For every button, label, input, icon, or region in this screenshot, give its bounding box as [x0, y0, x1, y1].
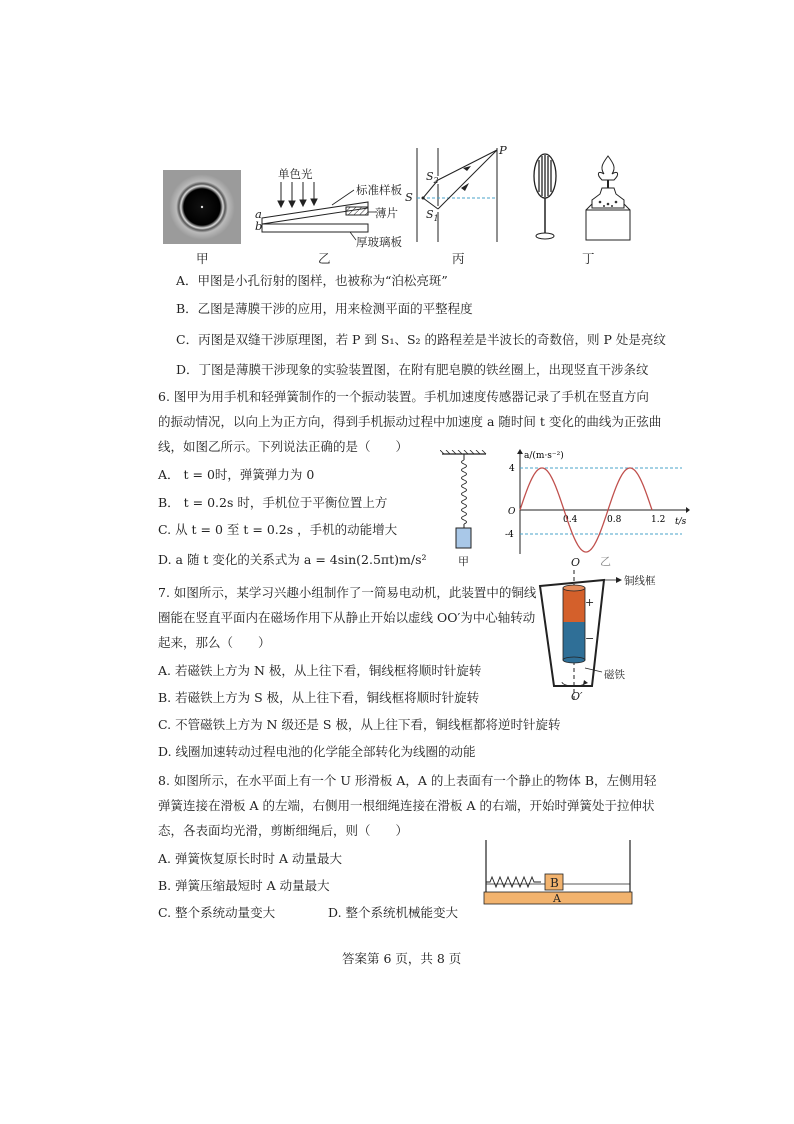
x-tick-1.2: 1.2: [651, 515, 666, 525]
motor-label-frame: 铜线框: [624, 575, 656, 587]
x-axis-label: t/s: [675, 517, 687, 527]
figure-ding-ring: [525, 150, 565, 242]
q7-stem-3: 起来，那么（ ）: [158, 635, 271, 650]
label-glass: 厚玻璃板: [356, 235, 402, 249]
q7-option-D: D. 线圈加速转动过程电池的化学能全部转化为线圈的动能: [158, 744, 476, 759]
q6-option-A: A． t = 0时，弹簧弹力为 0: [158, 467, 315, 482]
caption-bing: 丙: [452, 251, 465, 266]
figure-jia: [163, 170, 241, 244]
label-S1: $S_1$: [426, 208, 439, 224]
y-tick-max: 4: [509, 464, 515, 474]
acceleration-chart: [500, 446, 690, 556]
label-flat: 标准样板: [356, 183, 402, 197]
label-S: S: [405, 190, 413, 204]
q7-stem-1: 7. 如图所示，某学习兴趣小组制作了一简易电动机，此装置中的铜线: [158, 585, 537, 600]
slider-label-A: A: [553, 892, 561, 905]
q6-option-D: D. a 随 t 变化的关系式为 a = 4sin(2.5πt)m/s²: [158, 552, 427, 567]
label-S2: $S_2$: [426, 170, 439, 186]
x-tick-0.4: 0.4: [563, 515, 578, 525]
double-slit-diagram: [405, 148, 515, 244]
figure-ding-lamp: [580, 152, 636, 242]
q6-option-B: B． t = 0.2s 时，手机位于平衡位置上方: [158, 495, 388, 510]
q7-option-A: A. 若磁铁上方为 N 极，从上往下看，铜线框将顺时针旋转: [158, 663, 482, 678]
label-light: 单色光: [278, 167, 313, 181]
figure-bing: [405, 148, 515, 244]
label-P: P: [499, 143, 507, 157]
x-tick-0.8: 0.8: [607, 515, 622, 525]
acceleration-chart-svg: [500, 446, 690, 556]
q7-option-C: C. 不管磁铁上方为 N 级还是 S 极，从上往下看，铜线框都将逆时针旋转: [158, 717, 561, 732]
q5-option-C: C．丙图是双缝干涉原理图，若 P 到 S₁、S₂ 的路程差是半波长的奇数倍，则 P 处是亮纹: [176, 332, 666, 347]
spring-phone-diagram: [440, 450, 490, 550]
y-axis-label: a/(m·s⁻²): [524, 451, 564, 461]
alcohol-lamp: [580, 152, 636, 242]
q8-stem-1: 8. 如图所示，在水平面上有一个 U 形滑板 A，A 的上表面有一个静止的物体 B，左侧用轻: [158, 773, 657, 788]
page-footer: 答案第 6 页，共 8 页: [342, 951, 462, 966]
q8-option-B: B. 弹簧压缩最短时 A 动量最大: [158, 878, 330, 893]
q8-stem-3: 态，各表面均光滑，剪断细绳后，则（ ）: [158, 823, 409, 838]
q8-option-D: D. 整个系统机械能变大: [328, 905, 459, 920]
q8-option-A: A. 弹簧恢复原长时时 A 动量最大: [158, 851, 342, 866]
motor-label-O: O: [571, 556, 581, 569]
q6-stem-3: 线，如图乙所示。下列说法正确的是（ ）: [158, 439, 409, 454]
figure-spring-phone: [440, 450, 490, 550]
q5-option-D: D．丁图是薄膜干涉现象的实验装置图，在附有肥皂膜的铁丝圈上，出现竖直干涉条纹: [176, 362, 649, 377]
caption-ding: 丁: [582, 251, 595, 266]
slider-label-B: B: [550, 876, 559, 890]
motor-minus: −: [585, 632, 595, 645]
q7-stem-2: 圈能在竖直平面内在磁场作用下从静止开始以虚线 OO′为中心轴转动: [158, 610, 536, 625]
soap-film-ring: [525, 150, 565, 242]
q7-option-B: B. 若磁铁上方为 S 极，从上往下看，铜线框将顺时针旋转: [158, 690, 480, 705]
q6-option-C: C. 从 t = 0 至 t = 0.2s ，手机的动能增大: [158, 522, 398, 537]
x-tick-origin: O: [508, 507, 516, 517]
q5-option-A: A．甲图是小孔衍射的图样，也被称为“泊松亮斑”: [176, 273, 448, 288]
motor-label-magnet: 磁铁: [604, 669, 625, 681]
motor-label-O-prime: O′: [571, 690, 583, 703]
q6-fig-yi-caption: 乙: [600, 555, 611, 568]
q6-stem-2: 的振动情况，以向上为正方向，得到手机振动过程中加速度 a 随时间 t 变化的曲线为正弦曲: [158, 414, 662, 429]
poisson-spot-image: [163, 170, 241, 244]
q6-fig-jia-caption: 甲: [458, 555, 469, 568]
q8-stem-2: 弹簧连接在滑板 A 的左端，右侧用一根细绳连接在滑板 A 的右端，开始时弹簧处于拉伸状: [158, 798, 655, 813]
label-shim: 薄片: [375, 206, 398, 220]
y-tick-min: -4: [505, 530, 514, 540]
motor-plus: +: [585, 596, 595, 609]
label-b: b: [255, 219, 263, 233]
q5-option-B: B．乙图是薄膜干涉的应用，用来检测平面的平整程度: [176, 301, 473, 316]
caption-yi: 乙: [318, 251, 331, 266]
caption-jia: 甲: [196, 251, 209, 266]
label-a: a: [255, 207, 262, 221]
q6-stem-1: 6. 图甲为用手机和轻弹簧制作的一个振动装置。手机加速度传感器记录了手机在竖直方向: [158, 389, 649, 404]
q8-option-C: C. 整个系统动量变大: [158, 905, 276, 920]
